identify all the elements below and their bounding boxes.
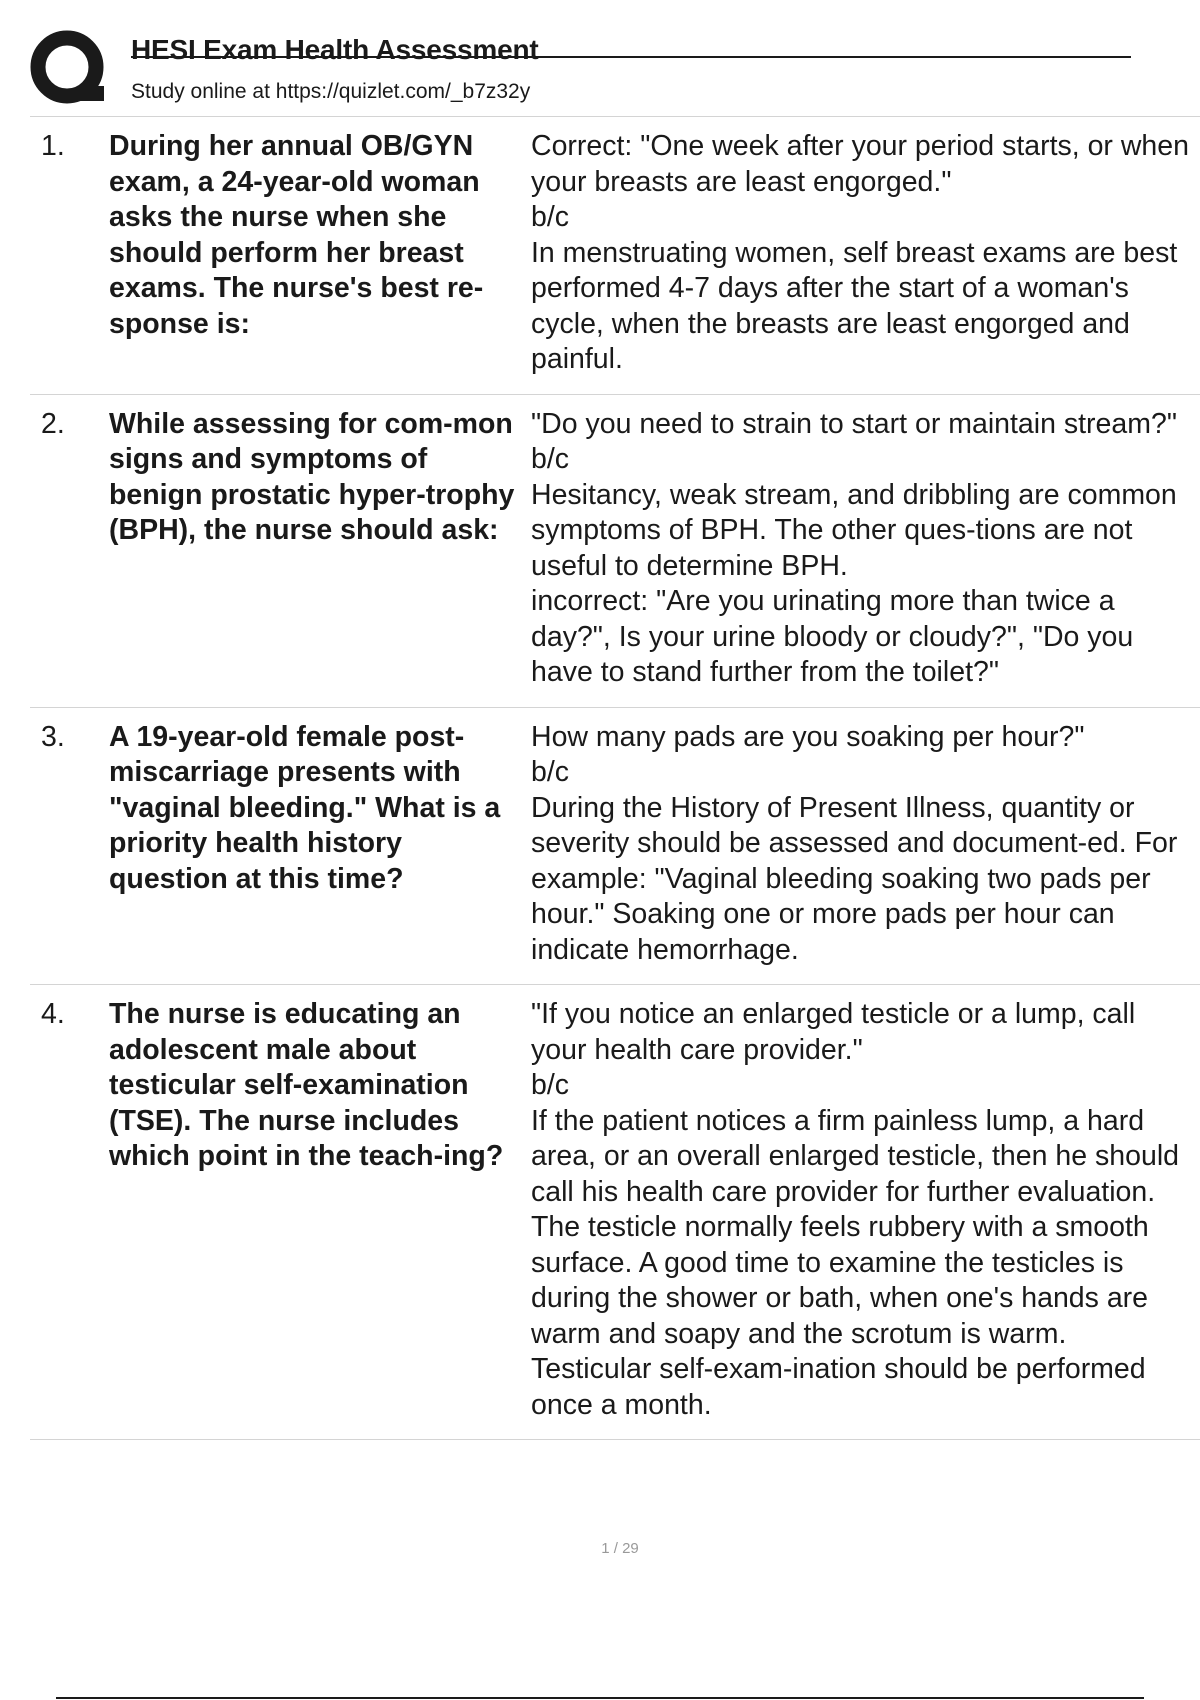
page-header (0, 0, 1200, 118)
card-term: While assessing for com-mon signs and symptoms of benign prostatic hyper-trophy (BPH), the nurse should ask: (109, 407, 515, 546)
card-definition: How many pads are you soaking per hour?" b/c During the History of Present Illness, quantity or severity should be assessed and document-ed. For example: "Vaginal bleeding soaking two pads per hour." Soaking one or more pads per hour can indicate hemorrhage. (531, 720, 1178, 966)
card-number: 3. (41, 720, 65, 753)
flashcard-list (30, 117, 1200, 1440)
card-definition: "Do you need to strain to start or maintain stream?" b/c Hesitancy, weak stream, and dribbling are common symptoms of BPH. The other ques-tions are not useful to determine BPH. incorrect: "Are you urinating more than twice a day?", Is your urine bloody or cloudy?", "Do you have to stand further from the toilet?" (531, 407, 1177, 688)
card-term: The nurse is educating an adolescent male about testicular self-examination (TSE). The nurse includes which point in the teach-ing? (109, 998, 504, 1172)
flashcard (30, 395, 1200, 708)
card-number: 2. (41, 407, 65, 440)
footer-divider (56, 1697, 1144, 1699)
card-term: During her annual OB/GYN exam, a 24-year-old woman asks the nurse when she should perform her breast exams. The nurse's best re-sponse is: (109, 130, 484, 340)
quizlet-logo-icon (30, 30, 112, 112)
title-underline (131, 56, 1131, 58)
flashcard (30, 708, 1200, 986)
page-number: 1 / 29 (601, 1540, 639, 1557)
card-number: 4. (41, 998, 65, 1030)
card-number: 1. (41, 130, 65, 162)
card-term: A 19-year-old female post-miscarriage presents with "vaginal bleeding." What is a priority health history question at this time? (109, 720, 501, 895)
document-title: HESI Exam Health Assessment (131, 34, 539, 65)
study-online-link[interactable]: Study online at https://quizlet.com/_b7z32y (131, 80, 531, 103)
card-definition: "If you notice an enlarged testicle or a lump, call your health care provider." b/c If the patient notices a firm painless lump, a hard area, or an overall enlarged testicle, then he should call his health care provider for further evaluation. The testicle normally feels rubbery with a smooth surface. A good time to examine the testicles is during the shower or bath, when one's hands are warm and soapy and the scrotum is warm. Testicular self-exam-ination should be performed once a month. (531, 998, 1179, 1421)
card-definition: Correct: "One week after your period starts, or when your breasts are least engorged." b/c In menstruating women, self breast exams are best performed 4-7 days after the start of a woman's cycle, when the breasts are least engorged and painful. (531, 130, 1189, 375)
flashcard (30, 985, 1200, 1440)
flashcard (30, 117, 1200, 395)
